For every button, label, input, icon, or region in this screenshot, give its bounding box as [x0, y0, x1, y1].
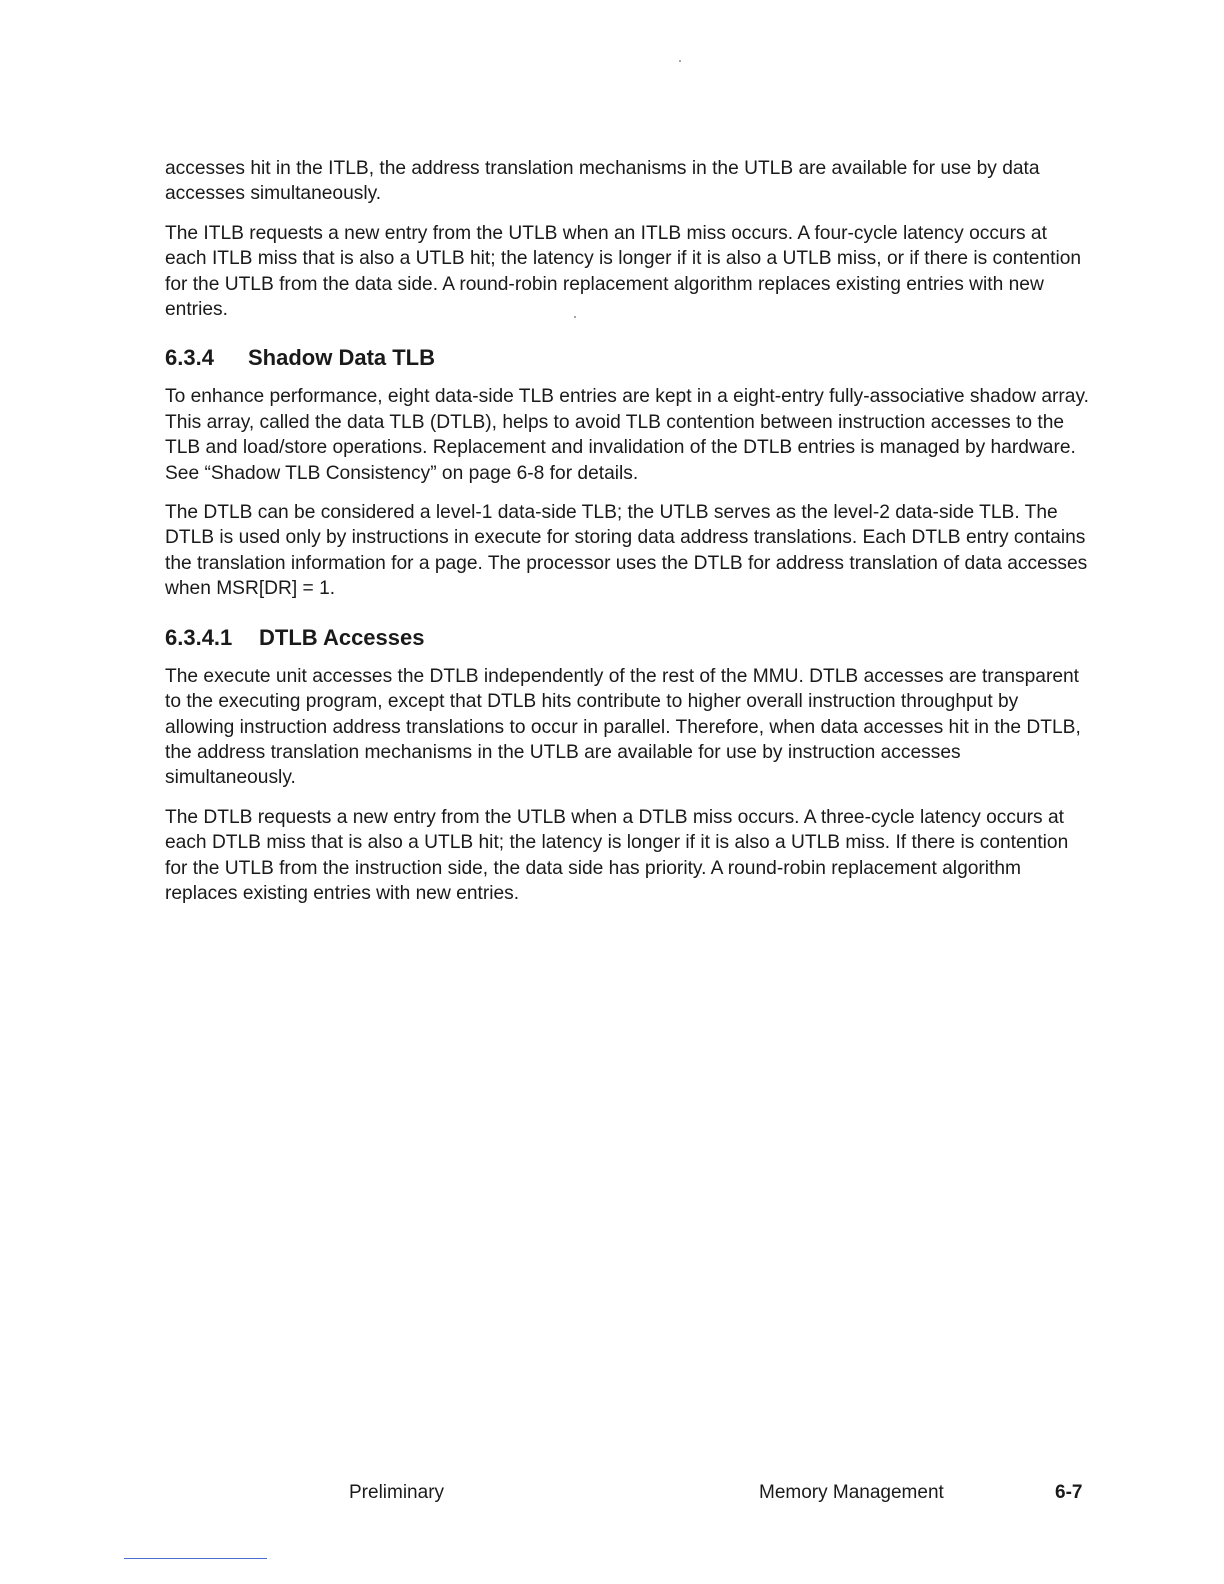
section-number: 6.3.4: [165, 345, 214, 371]
body-paragraph: The DTLB requests a new entry from the UTLB when a DTLB miss occurs. A three-cycle latency occurs at each DTLB miss that is also a UTLB hit; the latency is longer if it is also a UTLB miss. If there is contention for the UTLB from the instruction side, the data side has priority. A round-robin replacement algorithm replaces existing entries with new entries.: [165, 806, 1069, 904]
scan-speck: [679, 60, 681, 62]
footer-status: Preliminary: [349, 1482, 445, 1503]
document-body: [165, 156, 1090, 920]
underline-mark: [124, 1558, 267, 1559]
subsection-title: DTLB Accesses: [259, 624, 425, 650]
footer-chapter-title: Memory Management: [759, 1482, 944, 1503]
body-paragraph: The DTLB can be considered a level-1 data-side TLB; the UTLB serves as the level-2 data-side TLB. The DTLB is used only by instructions in execute for storing data address translations. Each DTLB entry contains the translation information for a page. The processor uses the DTLB for address translation of data accesses when MSR[DR] = 1.: [165, 502, 1088, 600]
body-paragraph: The execute unit accesses the DTLB independently of the rest of the MMU. DTLB accesses are transparent to the executing program, except that DTLB hits contribute to higher overall instruction throughput by allowing instruction address translations to occur in parallel. Therefore, when data accesses hit in the DTLB, the address translation mechanisms in the UTLB are available for use by instruction accesses simultaneously.: [165, 665, 1081, 789]
body-paragraph: accesses hit in the ITLB, the address translation mechanisms in the UTLB are available for use by data accesses simultaneously.: [165, 158, 1040, 205]
body-paragraph: To enhance performance, eight data-side TLB entries are kept in a eight-entry fully-associative shadow array. This array, called the data TLB (DTLB), helps to avoid TLB contention between instruction accesses to the TLB and load/store operations. Replacement and invalidation of the DTLB entries is managed by hardware. See “Shadow TLB Consistency” on page 6-8 for details.: [165, 386, 1089, 484]
body-paragraph: The ITLB requests a new entry from the UTLB when an ITLB miss occurs. A four-cycle latency occurs at each ITLB miss that is also a UTLB hit; the latency is longer if it is also a UTLB miss, or if there is contention for the UTLB from the data side. A round-robin replacement algorithm replaces existing entries with new entries.: [165, 222, 1082, 321]
section-title: Shadow Data TLB: [248, 345, 436, 371]
subsection-number: 6.3.4.1: [165, 624, 233, 650]
section-heading: [165, 344, 1090, 372]
subsection-heading: [165, 624, 1090, 652]
page-number: 6-7: [1055, 1482, 1083, 1503]
